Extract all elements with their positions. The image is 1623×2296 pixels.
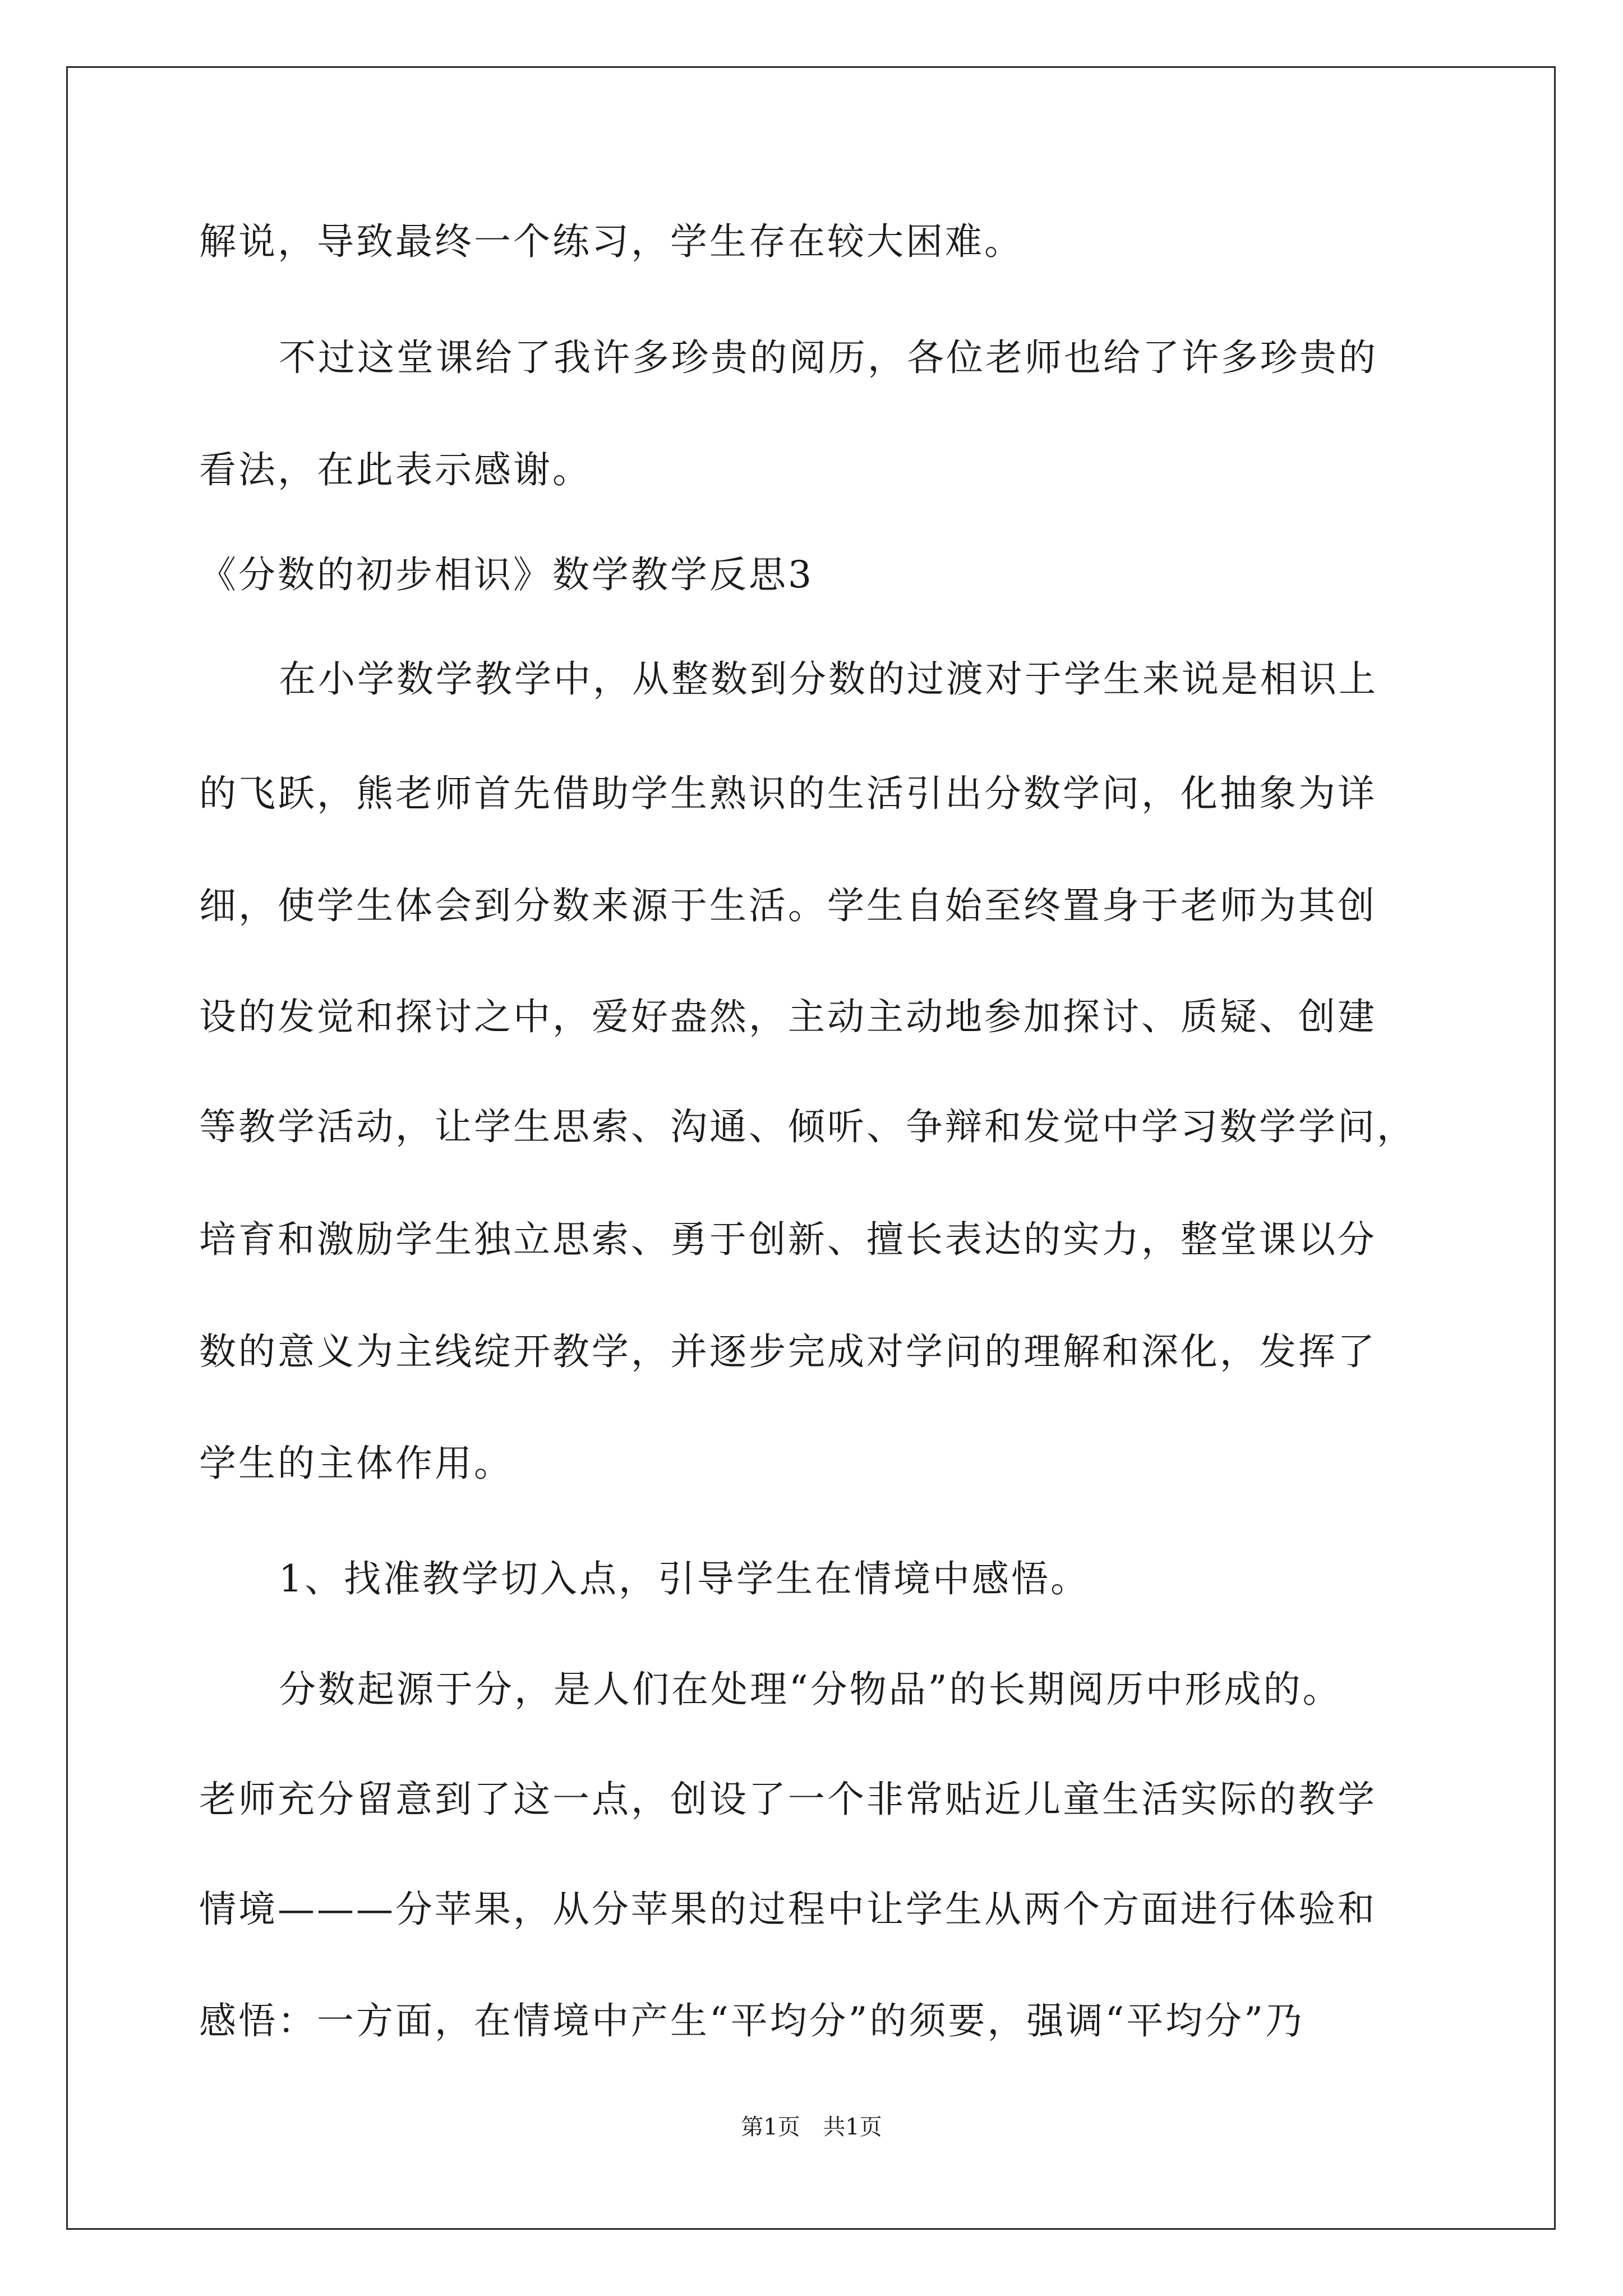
body-line: 不过这堂课给了我许多珍贵的阅历，各位老师也给了许多珍贵的: [279, 336, 1378, 379]
body-line: 感悟：一方面，在情境中产生“平均分”的须要，强调“平均分”乃: [199, 1999, 1304, 2042]
body-line: 情境———分苹果，从分苹果的过程中让学生从两个方面进行体验和: [199, 1888, 1377, 1931]
page-footer: [0, 2116, 1623, 2138]
list-item: 1、找准教学切入点，引导学生在情境中感悟。: [279, 1557, 1090, 1600]
body-line: 学生的主体作用。: [199, 1442, 513, 1485]
body-line: 培育和激励学生独立思索、勇于创新、擅长表达的实力，整堂课以分: [199, 1218, 1377, 1261]
body-line: 等教学活动，让学生思索、沟通、倾听、争辩和发觉中学习数学学问，: [199, 1105, 1416, 1148]
body-line: 老师充分留意到了这一点，创设了一个非常贴近儿童生活实际的教学: [199, 1778, 1377, 1821]
body-line: 细，使学生体会到分数来源于生活。学生自始至终置身于老师为其创: [199, 884, 1377, 927]
body-line: 的飞跃，熊老师首先借助学生熟识的生活引出分数学问，化抽象为详: [199, 772, 1377, 815]
page-number: 第1页: [741, 2114, 800, 2140]
body-line: 设的发觉和探讨之中，爱好盎然，主动主动地参加探讨、质疑、创建: [199, 995, 1377, 1038]
body-line: 数的意义为主线绽开教学，并逐步完成对学问的理解和深化，发挥了: [199, 1330, 1377, 1373]
section-heading: 《分数的初步相识》数学教学反思3: [199, 553, 814, 596]
body-line: 解说，导致最终一个练习，学生存在较大困难。: [199, 220, 1023, 263]
body-line: 分数起源于分，是人们在处理“分物品”的长期阅历中形成的。: [279, 1668, 1342, 1711]
page-total: 共1页: [823, 2114, 882, 2140]
body-line: 看法，在此表示感谢。: [199, 448, 592, 491]
body-line: 在小学数学教学中，从整数到分数的过渡对于学生来说是相识上: [279, 657, 1378, 701]
